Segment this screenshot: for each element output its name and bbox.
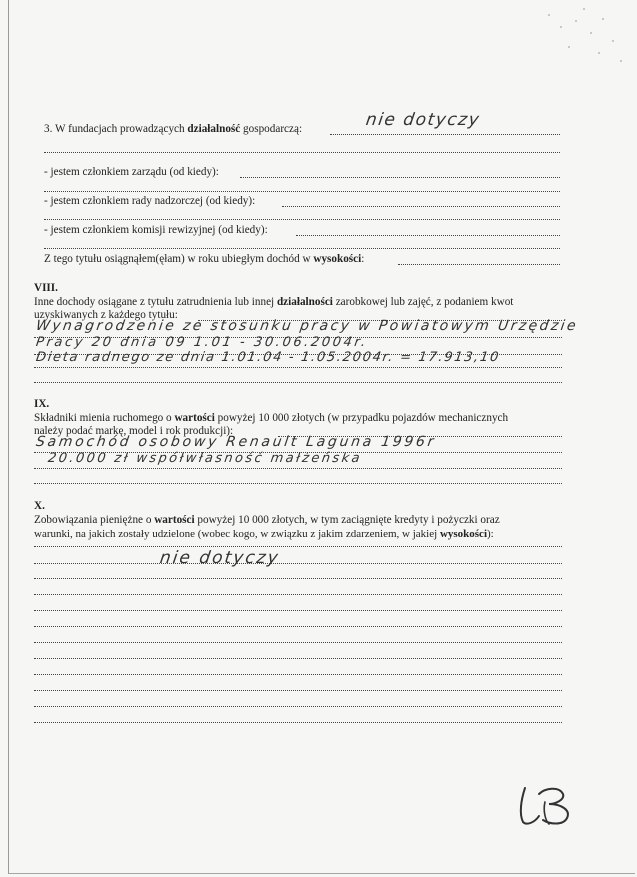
section9-line1	[34, 412, 508, 425]
section8-handwriting-1: Wynagrodzenie ze stosunku pracy w Powiatowym Urzędzie	[34, 318, 580, 334]
section10-colon: ):	[487, 528, 494, 540]
section8-bold: działalności	[276, 296, 333, 308]
section3-after: gospodarczą:	[243, 123, 303, 135]
blank-line	[34, 578, 562, 579]
income-colon: :	[361, 253, 365, 265]
blank-line	[44, 152, 560, 153]
blank-line	[44, 248, 560, 249]
section8-handwriting-3: Dieta radnego ze dnia 1.01.04 - 1.05.2004r. = 17.913,10	[34, 350, 502, 365]
section9-heading: IX.	[34, 398, 50, 410]
member-board-label: - jestem członkiem zarządu (od kiedy):	[44, 166, 219, 178]
section8-after: zarobkowej lub zajęć, z podaniem kwot	[335, 296, 514, 308]
section3-bold: działalność	[187, 123, 241, 135]
blank-line	[34, 610, 562, 611]
section10-text2: warunki, na jakich zostały udzielone (wobec kogo, w związku z jakim zdarzeniem, w jakiej	[34, 528, 438, 540]
section9-text: Składniki mienia ruchomego o	[34, 412, 172, 424]
section9-handwriting-1: Samochód osobowy Renault Laguna 1996r	[34, 434, 438, 450]
blank-line	[34, 690, 562, 691]
blank-line	[34, 546, 562, 547]
section9-line2: należy podać markę, model i rok produkcji):	[34, 425, 234, 437]
handwritten-initials-icon	[515, 780, 585, 828]
blank-line	[34, 722, 562, 723]
income-bold: wysokości	[313, 253, 362, 265]
section9-handwriting-2: 20.000 zł współwłasność małżeńska	[46, 451, 363, 466]
answer-line	[330, 134, 560, 135]
section10-bold2: wysokości	[439, 528, 487, 540]
income-label	[44, 253, 364, 266]
section8-line1	[34, 296, 513, 309]
section10-line2	[34, 528, 494, 541]
section8-heading: VIII.	[34, 282, 58, 294]
section10-answer: nie dotyczy	[158, 548, 282, 568]
blank-line	[34, 674, 562, 675]
blank-line	[34, 367, 562, 368]
blank-line	[34, 626, 562, 627]
blank-line	[34, 563, 562, 564]
section10-bold: wartości	[154, 514, 195, 526]
member-supervisory-label: - jestem członkiem rady nadzorczej (od kiedy):	[44, 195, 256, 207]
blank-line	[34, 483, 562, 484]
blank-line	[34, 658, 562, 659]
section3-question	[44, 123, 302, 136]
member-audit-label: - jestem członkiem komisji rewizyjnej (od kiedy):	[44, 224, 268, 236]
section8-line2: uzyskiwanych z każdego tytułu:	[34, 309, 178, 321]
section9-bold: wartości	[174, 412, 215, 424]
section10-after: powyżej 10 000 złotych, w tym zaciągnięte kredyty i pożyczki oraz	[197, 514, 500, 526]
blank-line	[34, 642, 562, 643]
section10-heading: X.	[34, 500, 45, 512]
section10-text: Zobowiązania pieniężne o	[34, 514, 152, 526]
blank-line	[44, 219, 560, 220]
answer-line	[282, 206, 560, 207]
answer-line	[296, 235, 560, 236]
section3-text: 3. W fundacjach prowadzących	[44, 123, 185, 135]
section3-answer: nie dotyczy	[364, 110, 482, 130]
income-text: Z tego tytułu osiągnąłem(ęłam) w roku ubiegłym dochód w	[44, 253, 311, 265]
section8-text: Inne dochody osiągane z tytułu zatrudnienia lub innej	[34, 296, 275, 308]
blank-line	[44, 191, 560, 192]
answer-line	[398, 264, 560, 265]
blank-line	[34, 594, 562, 595]
blank-line	[34, 468, 562, 469]
blank-line	[34, 706, 562, 707]
blank-line	[34, 382, 562, 383]
section8-handwriting-2: Pracy 20 dnia 09 1.01 - 30.06.2004r.	[34, 335, 369, 350]
section9-after: powyżej 10 000 złotych (w przypadku pojazdów mechanicznych	[217, 412, 509, 424]
answer-line	[240, 177, 560, 178]
section10-line1	[34, 514, 500, 527]
